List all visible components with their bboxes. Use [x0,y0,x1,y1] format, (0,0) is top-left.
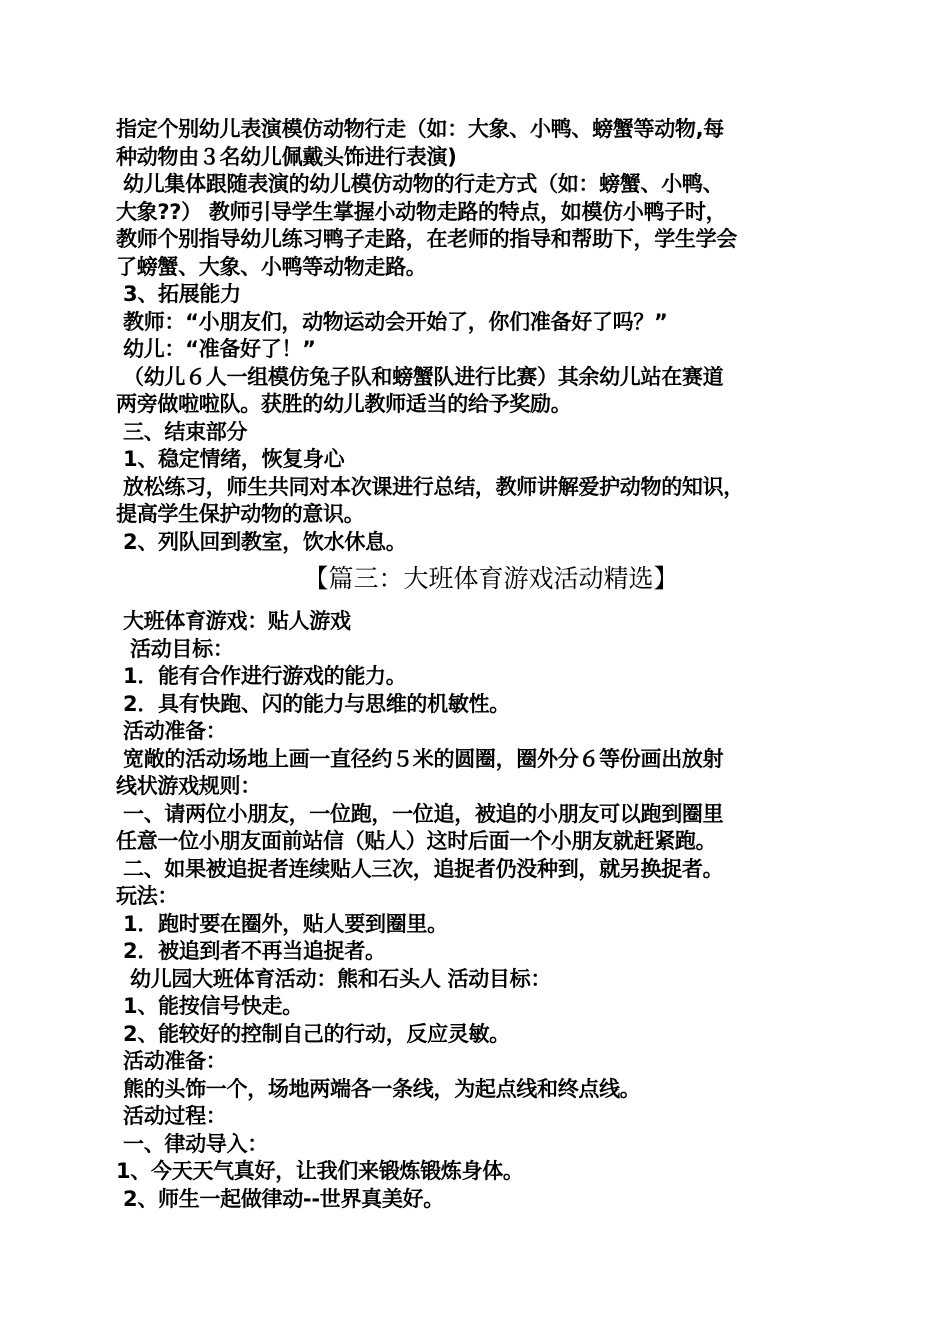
text-line: 幼儿：“准备好了！” [116,337,316,361]
text-line: 1．能有合作进行游戏的能力。 [116,664,407,688]
text-line: 大象??） 教师引导学生掌握小动物走路的特点，如模仿小鸭子时， [116,199,727,224]
text-line: 宽敞的活动场地上画一直径约５米的圆圈，圈外分６等份画出放射 [116,746,724,771]
text-line: 幼儿园大班体育活动：熊和石头人 活动目标： [116,966,552,991]
text-line: 活动过程： [116,1104,227,1128]
text-line: 放松练习，师生共同对本次课进行总结，教师讲解爱护动物的知识， [116,474,745,499]
section-title: 【篇三：大班体育游戏活动精选】 [303,564,679,593]
text-line: 了螃蟹、大象、小鸭等动物走路。 [116,254,427,279]
text-line: 1．跑时要在圈外，贴人要到圈里。 [116,911,448,936]
text-block-part2 [116,608,836,1213]
text-line: 教师个别指导幼儿练习鸭子走路，在老师的指导和帮助下，学生学会 [116,227,737,251]
text-line: 任意一位小朋友面前站信（贴人）这时后面一个小朋友就赶紧跑。 [116,829,717,853]
text-line: 3、拓展能力 [116,282,241,306]
text-line: 种动物由３名幼儿佩戴头饰进行表演) [116,144,457,169]
text-line: 1、稳定情绪，恢复身心 [116,447,345,471]
text-line: 一、请两位小朋友，一位跑，一位追，被追的小朋友可以跑到圈里 [116,801,724,826]
text-line: 2．具有快跑、闪的能力与思维的机敏性。 [116,691,510,716]
text-line: 三、结束部分 [116,419,248,444]
text-line: 幼儿集体跟随表演的幼儿模仿动物的行走方式（如：螃蟹、小鸭、 [116,172,724,196]
text-block-part1 [116,116,836,556]
text-line: 教师：“小朋友们，动物运动会开始了，你们准备好了吗？” [116,309,668,334]
text-line: 指定个别幼儿表演模仿动物行走（如：大象、小鸭、螃蟹等动物,每 [116,117,724,141]
text-line: 提高学生保护动物的意识。 [116,502,365,526]
text-line: 活动目标： [116,636,234,661]
text-line: 熊的头饰一个，场地两端各一条线，为起点线和终点线。 [116,1076,641,1101]
text-line: 大班体育游戏：贴人游戏 [116,609,351,633]
text-line: 线状游戏规则： [116,774,261,798]
text-line: （幼儿６人一组模仿兔子队和螃蟹队进行比赛）其余幼儿站在赛道 [116,364,724,389]
text-line: 玩法： [116,884,179,908]
document-body [116,116,836,1213]
text-line: 2、列队回到教室，饮水休息。 [116,529,407,554]
text-line: 1、能按信号快走。 [116,994,303,1018]
text-line: 1、今天天气真好，让我们来锻炼锻炼身体。 [116,1159,524,1183]
text-line: 活动准备： [116,719,227,743]
text-line: 2、师生一起做律动--世界真美好。 [116,1186,444,1211]
text-line: 2、能较好的控制自己的行动，反应灵敏。 [116,1021,510,1046]
text-line: 两旁做啦啦队。获胜的幼儿教师适当的给予奖励。 [116,392,572,416]
text-line: 活动准备： [116,1049,227,1073]
text-line: 一、律动导入： [116,1131,268,1156]
text-line: 2．被追到者不再当追捉者。 [116,939,386,963]
text-line: 二、如果被追捉者连续贴人三次，追捉者仍没种到，就另换捉者。 [116,856,724,881]
